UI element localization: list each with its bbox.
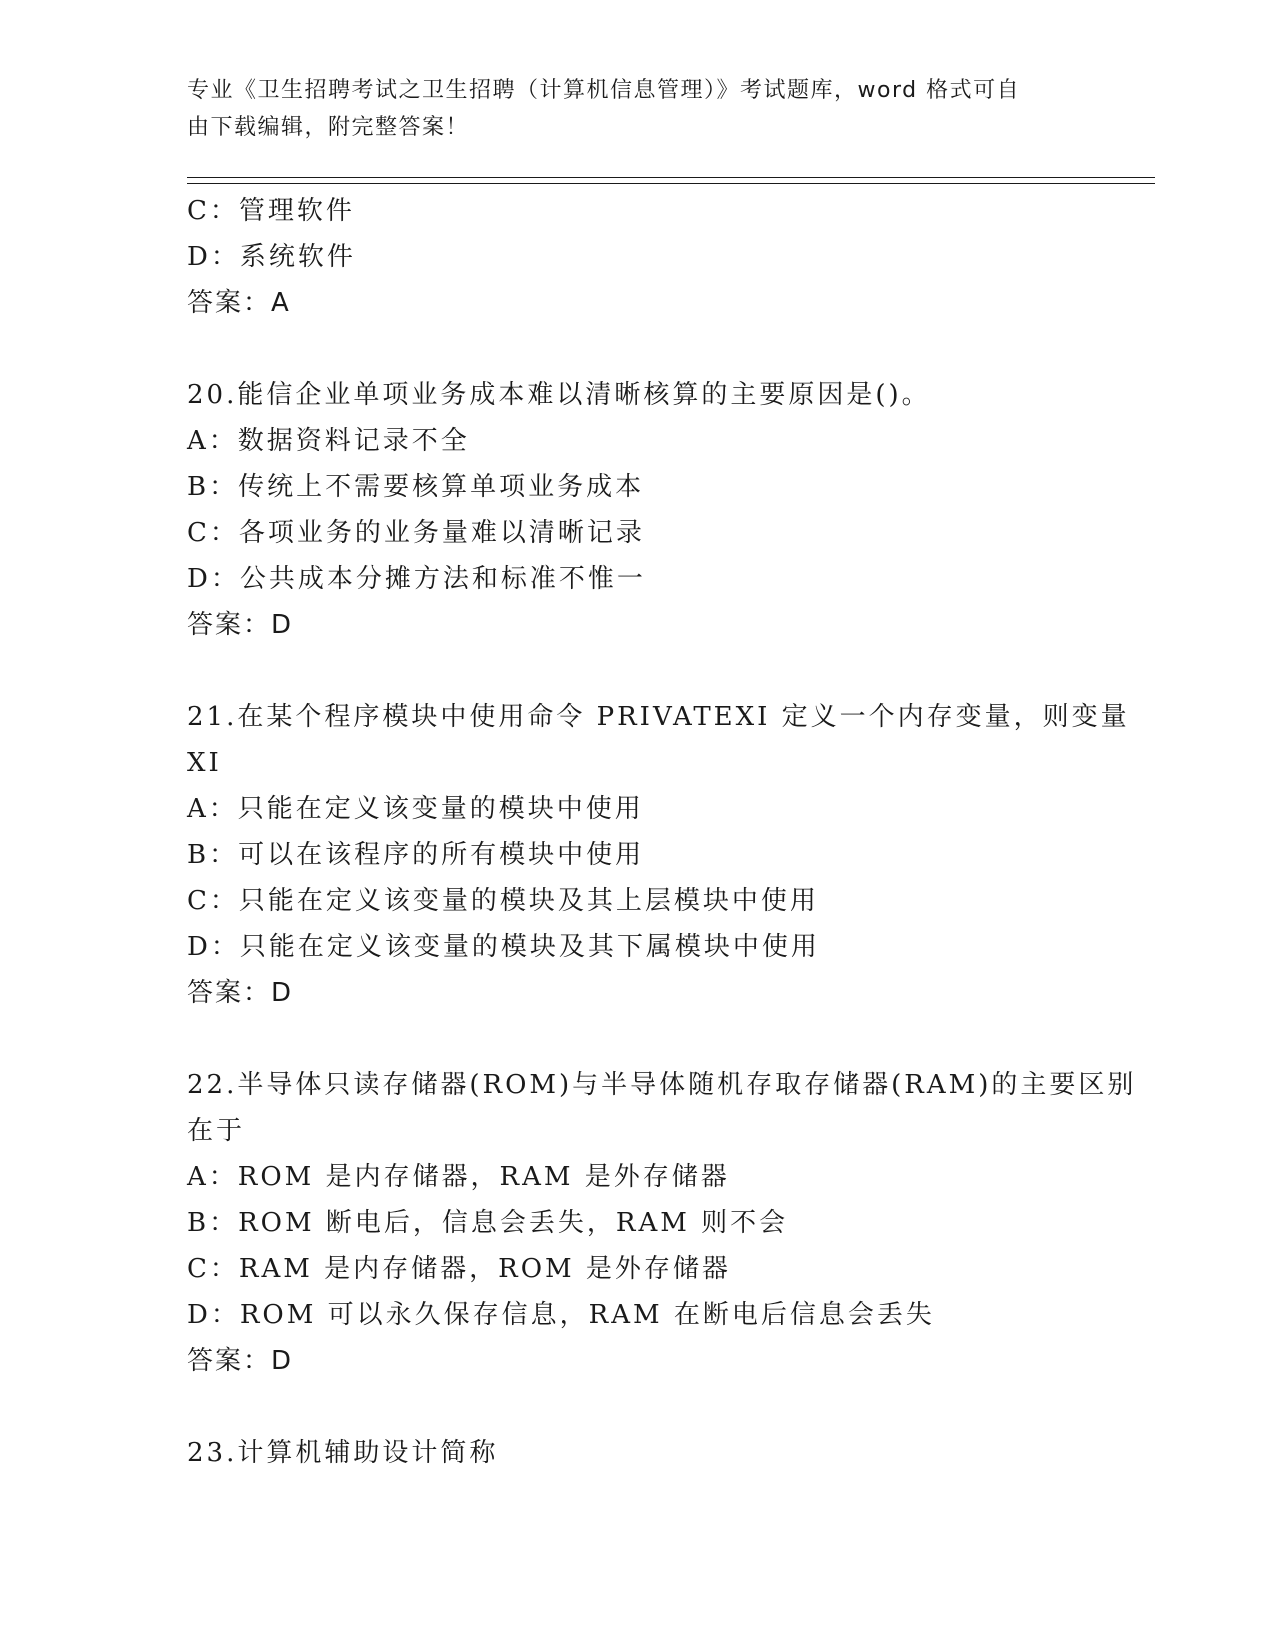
option-c: C：只能在定义该变量的模块及其上层模块中使用 (187, 886, 819, 916)
spacer (187, 326, 1087, 372)
question-stem: 23.计算机辅助设计简称 (187, 1438, 499, 1468)
option-d: D：ROM 可以永久保存信息，RAM 在断电后信息会丢失 (187, 1300, 935, 1330)
option-a: A：ROM 是内存储器，RAM 是外存储器 (187, 1162, 730, 1192)
option-d: D：只能在定义该变量的模块及其下属模块中使用 (187, 932, 820, 962)
answer-line: 答案：D (187, 978, 294, 1008)
question-22 (187, 1062, 1137, 1384)
question-stem: 22.半导体只读存储器(ROM)与半导体随机存取存储器(RAM)的主要区别 (187, 1070, 1137, 1100)
option-b: B：传统上不需要核算单项业务成本 (187, 472, 645, 502)
option-c: C：RAM 是内存储器，ROM 是外存储器 (187, 1254, 731, 1284)
option-a: A：只能在定义该变量的模块中使用 (187, 794, 644, 824)
document-header (187, 72, 1067, 146)
question-stem-continued: XI (187, 748, 222, 778)
answer-line: 答案：D (187, 610, 294, 640)
question-20 (187, 372, 1087, 648)
question-stem-continued: 在于 (187, 1116, 246, 1146)
question-19-partial (187, 188, 1087, 326)
spacer (187, 1384, 1087, 1430)
option-d: D：公共成本分摊方法和标准不惟一 (187, 564, 646, 594)
option-c: C：管理软件 (187, 196, 355, 226)
spacer (187, 648, 1087, 694)
question-stem: 21.在某个程序模块中使用命令 PRIVATEXI 定义一个内存变量，则变量 (187, 702, 1130, 732)
header-rule-top (187, 177, 1155, 178)
option-b: B：ROM 断电后，信息会丢失，RAM 则不会 (187, 1208, 789, 1238)
option-c: C：各项业务的业务量难以清晰记录 (187, 518, 645, 548)
question-stem: 20.能信企业单项业务成本难以清晰核算的主要原因是()。 (187, 380, 931, 410)
spacer (187, 1016, 1087, 1062)
option-a: A：数据资料记录不全 (187, 426, 470, 456)
header-line-1: 专业《卫生招聘考试之卫生招聘（计算机信息管理）》考试题库，word 格式可自 (187, 78, 1021, 103)
question-23 (187, 1430, 1087, 1476)
header-rule-bottom (187, 183, 1155, 184)
answer-line: 答案：A (187, 288, 291, 318)
document-body (187, 188, 1137, 1476)
question-21 (187, 694, 1130, 1016)
option-d: D：系统软件 (187, 242, 356, 272)
header-line-2: 由下载编辑，附完整答案！ (187, 115, 470, 140)
option-b: B：可以在该程序的所有模块中使用 (187, 840, 645, 870)
answer-line: 答案：D (187, 1346, 294, 1376)
